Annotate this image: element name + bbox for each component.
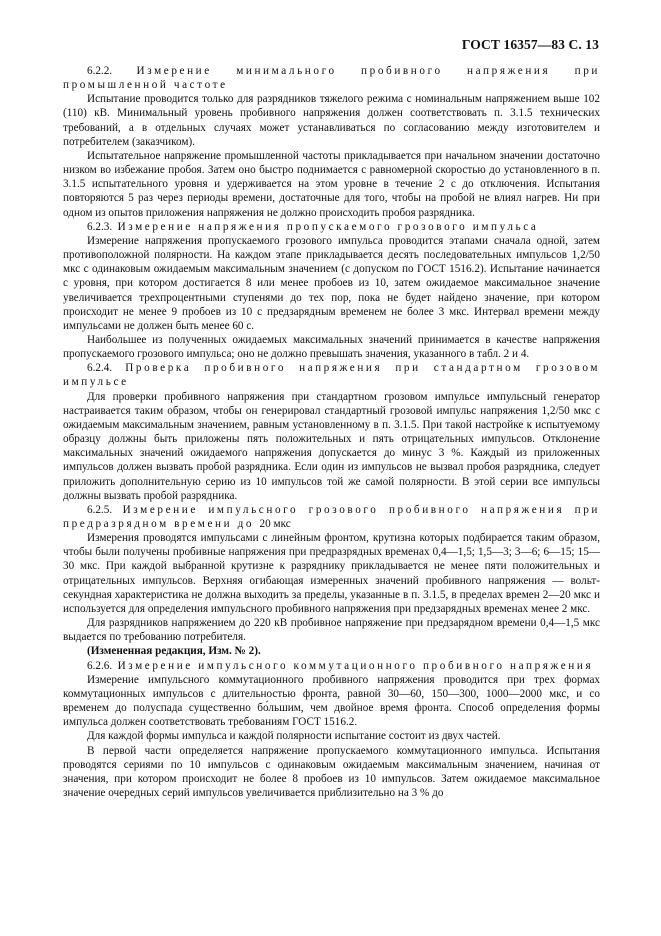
paragraph: Для каждой формы импульса и каждой полярности испытание состоит из двух частей. xyxy=(87,730,501,743)
paragraph: Наибольшее из полученных ожидаемых максимальных значений принимается в качестве напряжения пропускаемого грозового импульса; оно не должно превышать значения, указанного в табл. 2 и 4. xyxy=(63,333,600,361)
document-body xyxy=(63,64,600,800)
section-heading-6-2-4: 6.2.4. Проверка пробивного напряжения при стандартном грозовом импульсе xyxy=(63,362,601,389)
paragraph: Испытание проводится только для разрядников тяжелого режима с номинальным напряжением выше 102 (110) кВ. Минимальный уровень пробивного напряжения должен соответствовать п. 3.1.5 технических требований, а в отдельных случаях может устанавливаться по согласованию между изготовителем и потребителем (заказчиком). xyxy=(63,93,600,148)
paragraph: Для разрядников напряжением до 220 кВ пробивное напряжение при предзарядном времени 0,4—1,5 мкс выдается по требованию потребителя. xyxy=(63,617,600,644)
amendment-note: (Измененная редакция, Изм. № 2). xyxy=(87,645,261,658)
section-heading-6-2-5: 6.2.5. Измерение импульсного грозового пробивного напряжения при предразрядном времени до 20 мкс xyxy=(63,503,601,530)
paragraph: Измерения проводятся импульсами с линейным фронтом, крутизна которых подбирается таким образом, чтобы были получены пробивные напряжения при предразрядных временах 0,4—1,5; 1,5—3; 3—6; 6—15; 15—30 мкс. При каждой выбранной крутизне к разряднику прикладывается не менее пяти положительных и отрицательных импульсов. Верхняя огибающая измеренных значений пробивного напряжения — вольт-секундная характеристика не должна выходить за пределы, указанные в п. 3.1.5, в пределах времен 2—20 мкс и используется для определения импульсного пробивного напряжения при предзарядных временах менее 2 мкс. xyxy=(63,532,600,615)
paragraph: Испытательное напряжение промышленной частоты прикладывается при начальном значении достаточно низком во избежание пробоя. Затем оно быстро поднимается с равномерной скоростью до установленного в п. 3.1.5 испытательного уровня и удерживается на этом уровне в течение 2 с до отключения. Испытания повторяются 5 раз через периоды времени, достаточные для того, чтобы на пробой не влиял нагрев. Ни при одном из опытов приложения напряжения не должно происходить пробоя разрядника. xyxy=(63,149,600,219)
paragraph: Измерение импульсного коммутационного пробивного напряжения проводится при трех формах коммутационных импульсов с длительностью фронта, равной 30—60, 150—300, 1000—2000 мкс, и со временем до полуспада существенно бо́льшим, чем двойное время фронта. Способ определения формы импульса должен соответствовать требованиям ГОСТ 1516.2. xyxy=(63,673,600,729)
page-header: ГОСТ 16357—83 С. 13 xyxy=(461,37,599,52)
section-heading-6-2-2: 6.2.2. Измерение минимального пробивного напряжения при промышленной частоте xyxy=(63,65,600,92)
section-heading-6-2-6: 6.2.6. Измерение импульсного коммутационного пробивного напряжения xyxy=(87,659,594,672)
paragraph: Для проверки пробивного напряжения при стандартном грозовом импульсе импульсный генератор настраивается таким образом, чтобы он генерировал стандартный грозовой импульс напряжения 1,2/50 мкс с ожидаемым максимальным значением, равным установленному в п. 3.1.5. При такой настройке к испытуемому образцу должны быть приложены пять положительных и пять отрицательных импульсов. Отклонение максимальных значений ожидаемого напряжения допускается до минус 3 %. Каждый из приложенных импульсов должен вызвать пробой разрядника. Если один из импульсов не вызвал пробоя разрядника, следует приложить дополнительную серию из 10 импульсов той же самой полярности. В этой серии все импульсы должны вызвать пробой разрядника. xyxy=(63,390,600,502)
paragraph: Измерение напряжения пропускаемого грозового импульса проводится этапами сначала одной, затем противоположной полярности. На каждом этапе прикладывается десять последовательных импульсов 1,2/50 мкс с одинаковым ожидаемым максимальным значением (с допуском по ГОСТ 1516.2). Испытание начинается с уровня, при котором достигается 8 или менее пробоев из 10, затем ожидаемое максимальное значение увеличивается трехпроцентными ступенями до тех пор, пока не будет найдено значение, при котором происходит не менее 9 пробоев из 10 с предзарядным временем не более 3 мкс. Интервал времени между импульсами не должен быть менее 60 с. xyxy=(63,234,600,332)
paragraph: В первой части определяется напряжение пропускаемого коммутационного импульса. Испытания проводятся сериями по 10 импульсов с одинаковым ожидаемым максимальным значением, начиная от значения, при котором происходит не более 8 пробоев из 10 импульсов. Затем ожидаемое максимальное значение очередных серий импульсов увеличивается приблизительно на 3 % до xyxy=(63,744,600,799)
section-heading-6-2-3: 6.2.3. Измерение напряжения пропускаемого грозового импульса xyxy=(87,220,539,233)
